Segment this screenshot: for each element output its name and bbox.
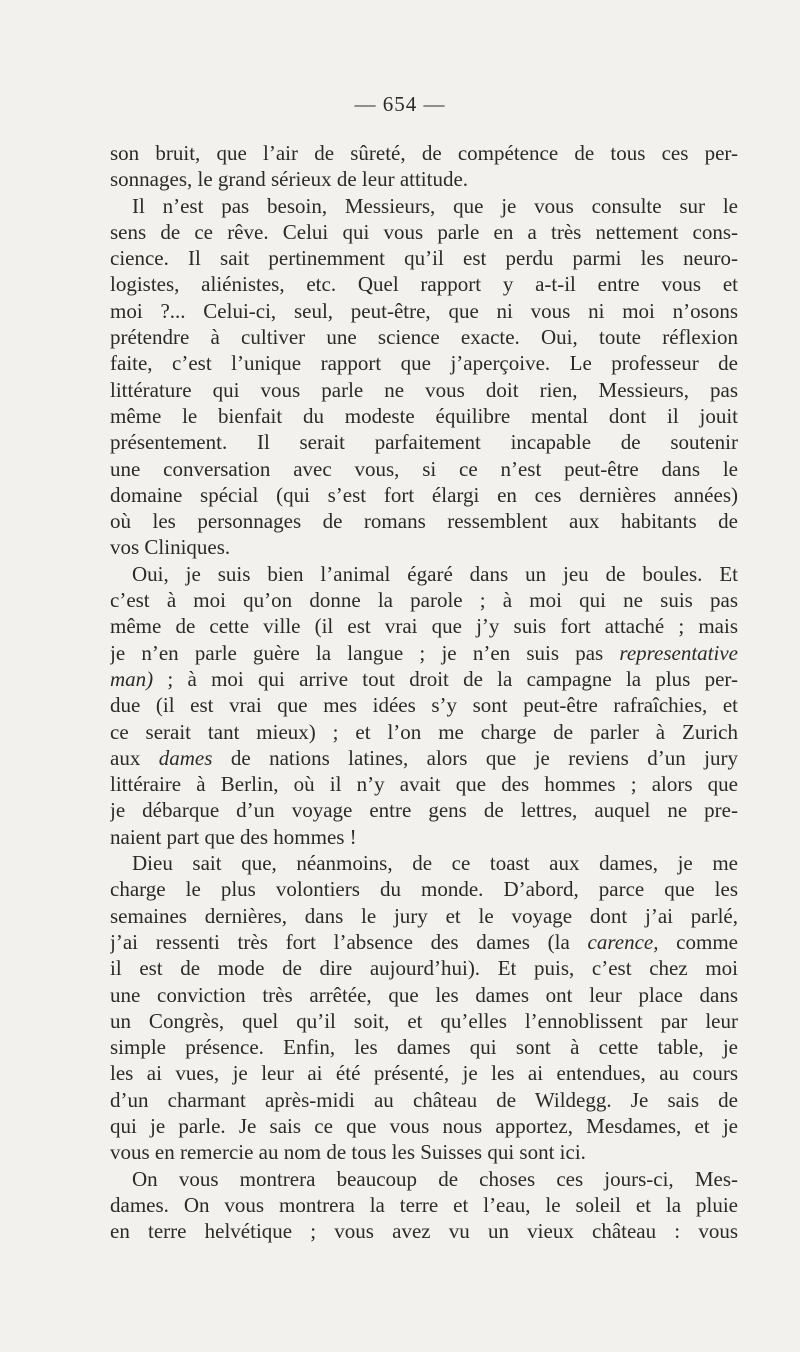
body-text — [110, 140, 738, 1244]
text-line: même de cette ville (il est vrai que j’y suis fort attaché ; mais — [110, 614, 738, 639]
text-segment: j’ai ressenti très fort l’absence des dames (la — [110, 929, 588, 954]
text-line: sonnages, le grand sérieux de leur attitude. — [110, 167, 469, 192]
text-line — [110, 745, 738, 771]
text-line: naient part que des hommes ! — [110, 824, 357, 849]
text-line: c’est à moi qu’on donne la parole ; à moi qui ne suis pas — [110, 588, 738, 613]
text-line: où les personnages de romans ressemblent aux habitants de — [110, 509, 738, 534]
text-line: les ai vues, je leur ai été présenté, je les ai entendues, au cours — [110, 1061, 738, 1086]
text-line: dames. On vous montrera la terre et l’eau, le soleil et la pluie — [110, 1192, 738, 1217]
italic-segment: representative — [619, 640, 738, 665]
text-line: même le bienfait du modeste équilibre mental dont il jouit — [110, 403, 738, 428]
text-line: d’un charmant après-midi au château de Wildegg. Je sais de — [110, 1087, 738, 1112]
text-line: Oui, je suis bien l’animal égaré dans un jeu de boules. Et — [132, 561, 738, 586]
text-line: domaine spécial (qui s’est fort élargi en ces dernières années) — [110, 482, 738, 507]
text-line: présentement. Il serait parfaitement incapable de soutenir — [110, 430, 738, 455]
text-line: sens de ce rêve. Celui qui vous parle en a très nettement cons- — [110, 219, 738, 244]
text-line: vous en remercie au nom de tous les Suisses qui sont ici. — [110, 1140, 586, 1165]
italic-segment: man) — [110, 666, 154, 691]
text-line: un Congrès, quel qu’il soit, et qu’elles l’ennoblissent par leur — [110, 1008, 738, 1033]
text-line: due (il est vrai que mes idées s’y sont peut-être rafraîchies, et — [110, 693, 738, 718]
text-line — [110, 666, 738, 692]
text-segment: comme — [658, 929, 738, 954]
text-line: moi ?... Celui-ci, seul, peut-être, que ni vous ni moi n’osons — [110, 298, 738, 323]
text-segment: ; à moi qui arrive tout droit de la campagne la plus per- — [153, 666, 738, 691]
text-segment: de nations latines, alors que je reviens d’un jury — [212, 745, 738, 770]
text-line: littérature qui vous parle ne vous doit rien, Messieurs, pas — [110, 377, 738, 402]
text-line: en terre helvétique ; vous avez vu un vieux château : vous — [110, 1219, 738, 1244]
text-line: ce serait tant mieux) ; et l’on me charge de parler à Zurich — [110, 719, 738, 744]
text-line: son bruit, que l’air de sûreté, de compétence de tous ces per- — [110, 141, 738, 165]
text-segment: aux — [110, 745, 159, 770]
text-line: logistes, aliénistes, etc. Quel rapport y a-t-il entre vous et — [110, 272, 738, 297]
text-line: il est de mode de dire aujourd’hui). Et puis, c’est chez moi — [110, 956, 738, 981]
text-line: une conviction très arrêtée, que les dames ont leur place dans — [110, 982, 738, 1007]
text-line: littéraire à Berlin, où il n’y avait que des hommes ; alors que — [110, 772, 738, 797]
text-line: Il n’est pas besoin, Messieurs, que je vous consulte sur le — [132, 193, 738, 218]
text-line: charge le plus volontiers du monde. D’abord, parce que les — [110, 877, 738, 902]
text-line: vos Cliniques. — [110, 535, 231, 560]
text-line: cience. Il sait pertinemment qu’il est perdu parmi les neuro- — [110, 246, 738, 271]
text-line: semaines dernières, dans le jury et le voyage dont j’ai parlé, — [110, 903, 738, 928]
text-line: qui je parle. Je sais ce que vous nous apportez, Mesdames, et je — [110, 1113, 738, 1138]
text-line: prétendre à cultiver une science exacte. Oui, toute réflexion — [110, 325, 738, 350]
text-line: simple présence. Enfin, les dames qui sont à cette table, je — [110, 1035, 738, 1060]
page-number: — 654 — — [354, 92, 446, 116]
italic-segment: carence, — [587, 929, 659, 954]
text-line: je débarque d’un voyage entre gens de lettres, auquel ne pre- — [110, 798, 738, 823]
text-line: Dieu sait que, néanmoins, de ce toast aux dames, je me — [132, 851, 738, 876]
text-line — [110, 640, 738, 666]
text-line — [110, 929, 738, 955]
text-line: On vous montrera beaucoup de choses ces jours-ci, Mes- — [132, 1166, 738, 1191]
text-line: faite, c’est l’unique rapport que j’aperçoive. Le professeur de — [110, 351, 738, 376]
text-segment: je n’en parle guère la langue ; je n’en suis pas — [110, 640, 620, 665]
italic-segment: dames — [158, 745, 213, 770]
text-line: une conversation avec vous, si ce n’est peut-être dans le — [110, 456, 738, 481]
